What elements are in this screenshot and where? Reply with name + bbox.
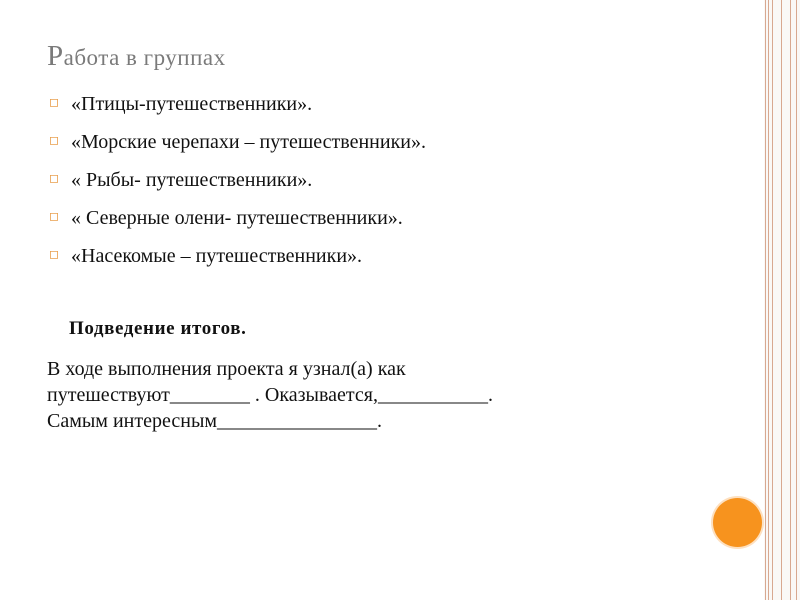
border-line xyxy=(772,0,773,600)
bullet-item xyxy=(47,200,426,238)
bullet-item xyxy=(47,238,426,276)
border-line xyxy=(790,0,791,600)
bullet-text: « Рыбы- путешественники». xyxy=(71,169,313,191)
bullet-text: « Северные олени- путешественники». xyxy=(71,207,403,229)
title-rest: абота в группах xyxy=(63,45,226,70)
bullet-icon: ◻ xyxy=(49,247,59,261)
border-line xyxy=(796,0,797,600)
border-line xyxy=(765,0,766,600)
border-line xyxy=(781,0,782,600)
bullet-list xyxy=(47,86,426,276)
bullet-item xyxy=(47,124,426,162)
border-line xyxy=(768,0,769,600)
orange-circle-decoration xyxy=(713,498,762,547)
bullet-item xyxy=(47,86,426,124)
decorative-right-border xyxy=(764,0,800,600)
summary-line: Самым интересным________________. xyxy=(47,410,383,432)
bullet-icon: ◻ xyxy=(49,95,59,109)
summary-title: Подведение итогов. xyxy=(69,318,247,339)
bullet-icon: ◻ xyxy=(49,209,59,223)
bullet-text: «Насекомые – путешественники». xyxy=(71,245,363,267)
summary-line: путешествуют________ . Оказывается,___________. xyxy=(47,384,493,406)
bullet-icon: ◻ xyxy=(49,133,59,147)
slide-title xyxy=(47,40,226,73)
bullet-text: «Птицы-путешественники». xyxy=(71,93,313,115)
bullet-item xyxy=(47,162,426,200)
bullet-text: «Морские черепахи – путешественники». xyxy=(71,131,426,153)
summary-line: В ходе выполнения проекта я узнал(а) как xyxy=(47,358,406,380)
bullet-icon: ◻ xyxy=(49,171,59,185)
summary-paragraph xyxy=(47,356,493,434)
title-first-letter: Р xyxy=(47,40,64,72)
